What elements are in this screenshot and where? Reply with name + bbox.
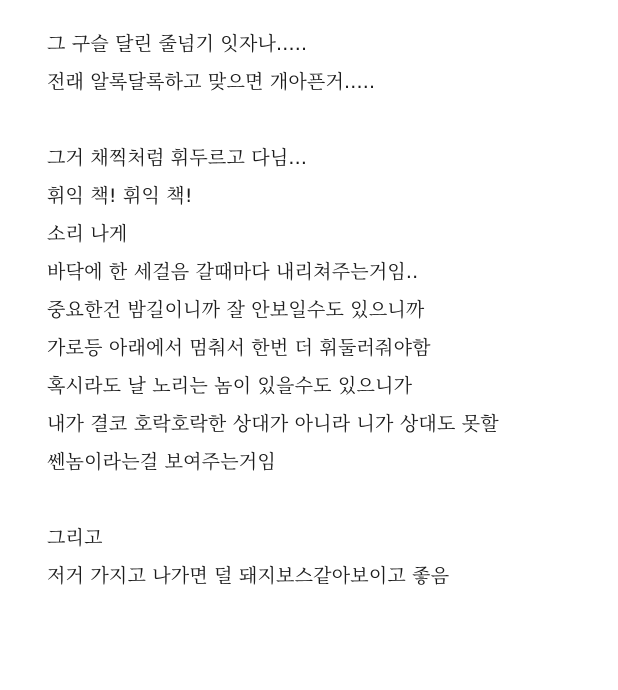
text-line: 저거 가지고 나가면 덜 돼지보스같아보이고 좋음	[47, 565, 450, 587]
text-line: 전래 알록달록하고 맞으면 개아픈거.....	[47, 71, 376, 93]
text-line: 중요한건 밤길이니까 잘 안보일수도 있으니까	[47, 299, 425, 321]
text-line: 그 구슬 달린 줄넘기 잇자나.....	[47, 33, 308, 55]
paragraph-spacer	[47, 481, 607, 519]
text-line: 소리 나게	[47, 223, 128, 245]
text-line: 바닥에 한 세걸음 갈때마다 내리쳐주는거임..	[47, 261, 419, 283]
text-line: 내가 결코 호락호락한 상대가 아니라 니가 상대도 못할	[47, 413, 499, 435]
text-line: 가로등 아래에서 멈춰서 한번 더 휘둘러줘야함	[47, 337, 431, 359]
text-line: 혹시라도 날 노리는 놈이 있을수도 있으니가	[47, 375, 413, 397]
text-line: 쎈놈이라는걸 보여주는거임	[47, 451, 276, 473]
post-body	[47, 25, 607, 595]
paragraph-spacer	[47, 101, 607, 139]
text-line: 그거 채찍처럼 휘두르고 다님...	[47, 147, 308, 169]
text-line: 휘익 책! 휘익 책!	[47, 185, 193, 207]
text-line: 그리고	[47, 527, 103, 549]
